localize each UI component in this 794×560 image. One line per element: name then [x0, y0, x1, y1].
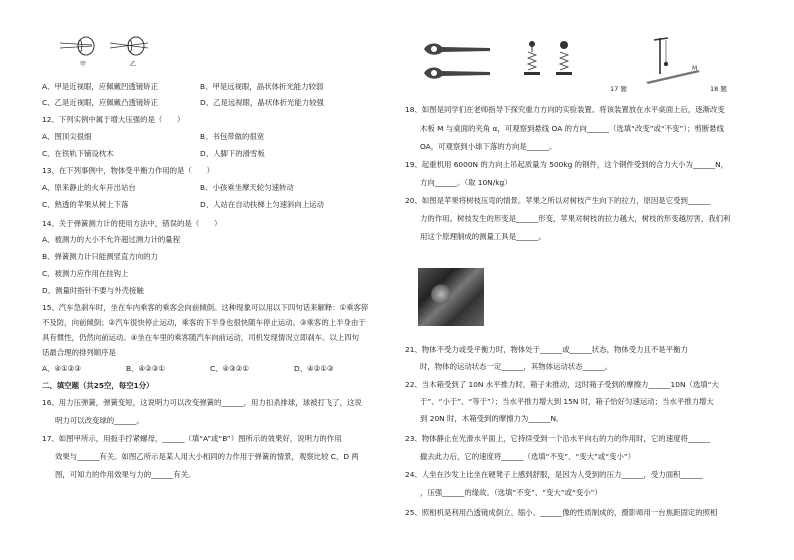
q23-line-1: 23、物体静止在光滑水平面上，它持续受到一个沿水平向右的力的作用时，它的速度将______	[405, 434, 711, 443]
q16-line-1: 16、用力压弹簧，弹簧变短，这说明力可以改变弹簧的______，用力扣杀排球，球被打飞了，这说	[42, 398, 362, 407]
q15-line-1: 15、汽车急刹车时，坐在车内乘客的乘客会向前倾倒。这种现象可以用以下四句话来解释：①乘客猝	[42, 303, 369, 312]
q13-option-d[interactable]: D、人站在自动扶梯上匀速斜向上运动	[200, 200, 324, 209]
q14-option-b[interactable]: B、弹簧测力计只能测竖直方向的力	[42, 252, 158, 261]
q11-option-c[interactable]: C、乙是近视眼，应佩戴凸透镜矫正	[42, 98, 159, 107]
q12-option-d[interactable]: D、人脚下的滑雪板	[200, 149, 265, 158]
q15-option-b[interactable]: B、④②③①	[126, 364, 165, 373]
q12-option-c[interactable]: C、在铁轨下铺设枕木	[42, 149, 114, 158]
q21-line-2: 时，物体的运动状态一定______，其物体运动状态______。	[420, 362, 613, 371]
q14-option-d[interactable]: D、测量时指针不要与外壳接触	[42, 286, 144, 295]
q18-line-3: OA，可观察到小球下落的方向是______。	[420, 142, 557, 151]
q24-line-2: ，压强______的缘故。（选填“不变”、“变大”或“变小”）	[420, 488, 602, 497]
section-2-heading: 二、填空题（共25空，每空1分）	[42, 381, 154, 390]
fig17-caption: 17 题	[610, 85, 627, 93]
q22-line-3: 到 20N 时，木箱受到的摩擦力为______N。	[420, 414, 564, 423]
q12-option-b[interactable]: B、书包带做的很宽	[200, 132, 265, 141]
q25-line-1: 25、照相机是利用凸透镜成倒立、缩小、______像的性质制成的，摄影师用一台焦距固定的照相	[405, 508, 718, 517]
apple-branch-photo	[418, 268, 484, 326]
q13-option-b[interactable]: B、小孩乘坐摩天轮匀速转动	[200, 183, 294, 192]
q24-line-1: 24、人坐在沙发上比坐在硬凳子上感到舒服，是因为人受到的压力______，受力面积______	[405, 470, 703, 479]
gravity-apparatus-figure	[640, 34, 704, 86]
q20-line-2: 力的作用。树枝发生的形变是______形变，苹果对树枝的拉力越大，树枝的形变越厉害，我们利	[420, 214, 731, 223]
eye-diagram-yi	[108, 34, 156, 58]
q18-line-1: 18、如图是同学们在老师指导下探究重力方向的实验装置。将该装置放在水平桌面上后，逐渐改变	[405, 105, 725, 114]
q20-line-1: 20、如图是苹果将树枝压弯的情景。苹果之所以对树枝产生向下的拉力，原因是它受到______	[405, 196, 711, 205]
q22-line-1: 22、当木箱受到了 10N 水平推力时，箱子未推动，这时箱子受到的摩擦力______10N（选填“大	[405, 380, 719, 389]
q19-line-1: 19、起重机用 6000N 的力向上吊起质量为 500kg 的钢件，这个钢件受到的合力大小为______N，	[405, 160, 729, 169]
q17-line-2: 效果与______有关。如图乙所示是某人用大小相同的力作用于弹簧的情景，观察比较 C、D 两	[55, 452, 359, 461]
fig-label-jia: 甲	[80, 61, 87, 68]
q14-option-c[interactable]: C、被测力应作用在挂钩上	[42, 269, 129, 278]
q11-option-a[interactable]: A、甲是近视眼，应佩戴凹透镜矫正	[42, 82, 158, 91]
q15-option-c[interactable]: C、④③②①	[210, 364, 250, 373]
q21-line-1: 21、物体不受力或受平衡力时，物体处于______或______状态，物体受力且不是平衡力	[405, 345, 688, 354]
q12-stem: 12、下列实例中属于增大压强的是（ ）	[42, 115, 185, 124]
wrench-figure-a	[420, 40, 496, 58]
q15-option-a[interactable]: A、④①②③	[42, 364, 81, 373]
fig18-caption: 18 题	[710, 85, 727, 93]
q15-line-4: 话最合理的排列顺序是	[42, 348, 116, 357]
fig-label-yi: 乙	[130, 61, 137, 68]
q15-line-2: 不及防，向前倾倒；②汽车很快停止运动，乘客的下半身也很快随车停止运动。③乘客的上半身由于	[42, 318, 366, 327]
q14-option-a[interactable]: A、被测力的大小不允许超过测力计的量程	[42, 235, 181, 244]
q19-line-2: 方向______。（取 10N/kg）	[420, 178, 512, 187]
q15-option-d[interactable]: D、④②①③	[294, 364, 334, 373]
svg-text:M: M	[692, 65, 698, 72]
q11-option-b[interactable]: B、甲是远视眼，晶状体折光能力较弱	[200, 82, 324, 91]
q13-option-c[interactable]: C、熟透的苹果从树上下落	[42, 200, 129, 209]
q15-line-3: 具有惯性，仍然向前运动。④坐在车里的乘客随汽车向前运动，司机发现情况立即刹车。以上四句	[42, 333, 360, 342]
wrench-figure-b	[420, 64, 496, 82]
q23-line-2: 撤去此力后，它的速度将______（选填“不变”、“变大”或“变小”）	[420, 452, 636, 461]
q22-line-2: 于”、“小于”、“等于”）；当水平推力增大到 15N 时，箱子恰好匀速运动；当水平推力增大	[420, 397, 714, 406]
q14-stem: 14、关于弹簧测力计的使用方法中，错误的是（ ）	[42, 219, 222, 228]
q12-option-a[interactable]: A、图顶尖很细	[42, 132, 92, 141]
q11-option-d[interactable]: D、乙是远视眼，晶状体折光能力较强	[200, 98, 324, 107]
q20-line-3: 用这个原理制成的测量工具是______。	[420, 232, 546, 241]
q17-line-1: 17、如图甲所示，用扳手拧紧螺母，______（填“A”或“B”）图所示的效果好，说明力的作用	[42, 434, 342, 443]
spring-figure-d	[552, 38, 576, 78]
eye-diagram-jia	[58, 34, 106, 58]
spring-figure-c	[520, 38, 544, 78]
q13-stem: 13、在下列事例中，物体受平衡力作用的是（ ）	[42, 166, 215, 175]
q16-line-2: 明力可以改变球的______。	[55, 416, 144, 425]
q13-option-a[interactable]: A、原来静止的火车开出站台	[42, 183, 136, 192]
q17-line-3: 图，可知力的作用效果与力的______有关。	[55, 470, 196, 479]
q18-line-2: 木板 M 与桌面的夹角 α，可观察到悬线 OA 的方向______（选填“改变”或“不变”）；剪断悬线	[420, 124, 725, 133]
